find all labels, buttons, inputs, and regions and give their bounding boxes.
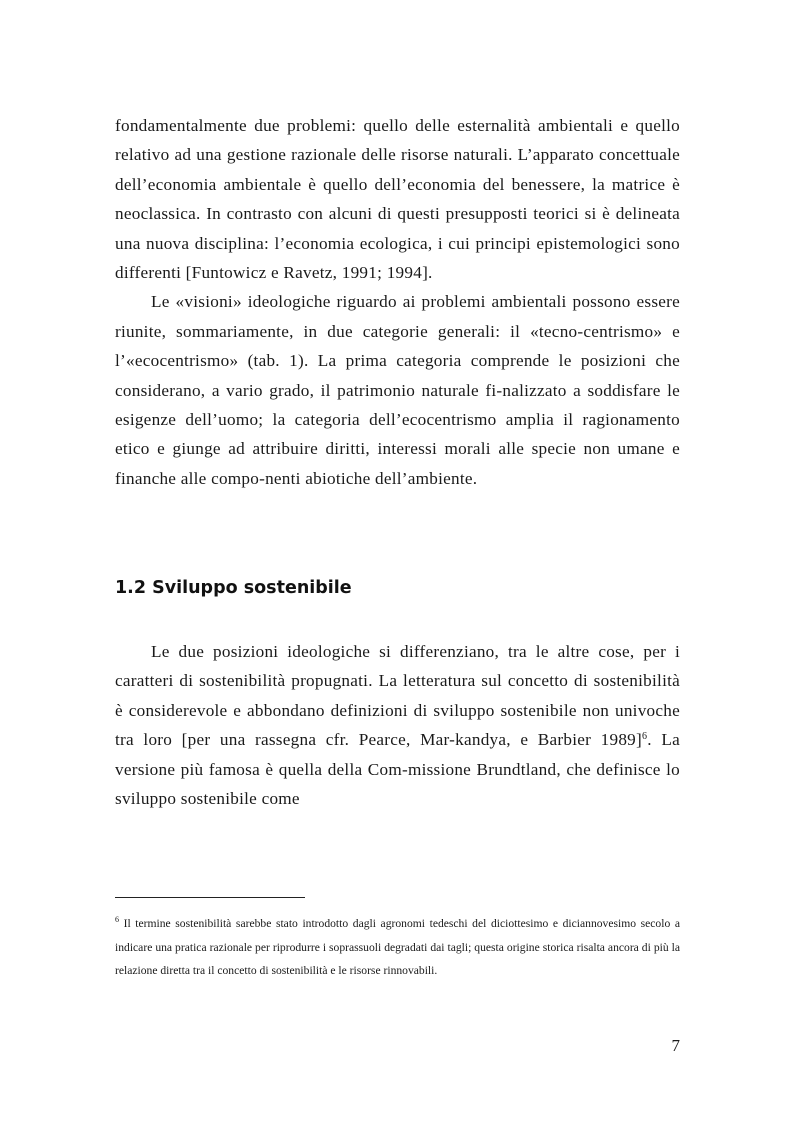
footnote <box>115 912 680 983</box>
footnote-separator <box>115 897 305 898</box>
footnote-reference[interactable]: 6 <box>642 731 648 743</box>
section-heading: 1.2 Sviluppo sostenibile <box>115 578 352 598</box>
paragraph: Le «visioni» ideologiche riguardo ai problemi ambientali possono essere riunite, sommariamente, in due categorie generali: il «tecno-centrismo» e l’«ecocentrismo» (tab. 1). La prima categoria comprende le posizioni che considerano, a vario grado, il patrimonio naturale fi-nalizzato a soddisfare le esigenze dell’uomo; la categoria dell’ecocentrismo amplia il ragionamento etico e giunge ad attribuire diritti, interessi morali alle specie non umane e finanche alle compo-nenti abiotiche dell’ambiente. <box>115 292 680 488</box>
paragraph: fondamentalmente due problemi: quello delle esternalità ambientali e quello relativo ad una gestione razionale delle risorse naturali. L’apparato concettuale dell’economia ambientale è quello dell’economia del benessere, la matrice è neoclassica. In contrasto con alcuni di questi presupposti teorici si è delineata una nuova disciplina: l’economia ecologica, i cui principi epistemologici sono differenti [Funtowicz e Ravetz, 1991; 1994]. <box>115 116 680 283</box>
paragraph <box>115 637 680 813</box>
text-block-section <box>115 637 680 813</box>
paragraph-text: . La versione più famosa è quella della Com-missione Brundtland, che definisce lo sviluppo sostenibile come <box>115 730 680 809</box>
text-block-top <box>115 111 680 493</box>
page-number: 7 <box>671 1036 680 1055</box>
footnote-number: 6 <box>115 915 119 924</box>
footnote-text: Il termine sostenibilità sarebbe stato introdotto dagli agronomi tedeschi del diciottesimo e diciannovesimo secolo a indicare una pratica razionale per riprodurre i soprassuoli degradati dai tagli; questa origine storica risalta ancora di più la relazione diretta tra il concetto di sostenibilità e le risorse rinnovabili. <box>115 917 680 977</box>
paragraph-text: Le due posizioni ideologiche si differenziano, tra le altre cose, per i caratteri di sostenibilità propugnati. La letteratura sul concetto di sostenibilità è considerevole e abbondano definizioni di sviluppo sostenibile non univoche tra loro [per una rassegna cfr. Pearce, Mar-kandya, e Barbier 1989] <box>115 642 680 750</box>
